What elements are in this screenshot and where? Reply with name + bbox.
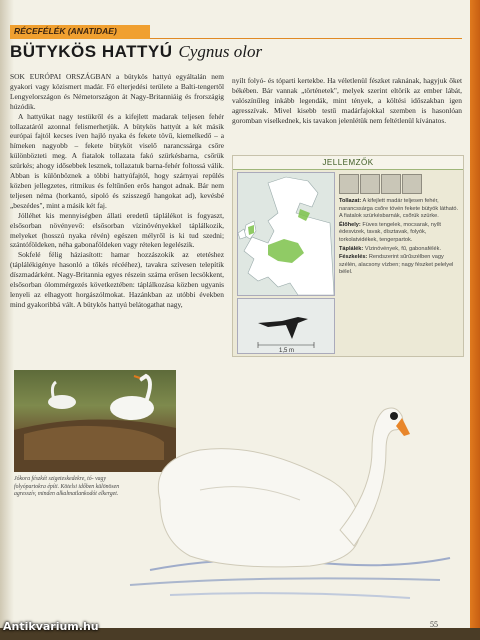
info-nesting: Fészkelés: Rendszerint sűrűszélben vagy szélén, alacsony vízben; nagy fészket pelelyel bélel.	[339, 254, 454, 276]
banner-rule	[150, 38, 462, 39]
habitat-icon-2	[360, 174, 380, 194]
section-label: RÉCEFÉLÉK (ANATIDAE)	[14, 26, 117, 36]
info-plumage: Tollazat: A kifejlett madár teljesen fehér, narancssárga csőre tövén fekete bütyök látható. A fiatalok szürkésbarnák, csőrük szürke.	[339, 198, 459, 220]
paragraph-4: Sokfelé félig háziasított: hamar hozzászokik az etetéshez (táplálékigénye hasonló a tőkés récééhez), tavakra szívesen telepítik díszmadárként. Nagy-Britannia egyes részein száma erősen lecsökkent, elsősorban ólommérgezés következtében: táplálkozása közben ugyanis lenyeli az elhagyott horgászólmokat. Hazánkban az utóbbi években mind gyakoribbá vált. A bütykös hattyú belátogathat nagy,	[10, 250, 224, 309]
title-hungarian: BÜTYKÖS HATTYÚ	[10, 42, 173, 61]
text-column-left	[10, 72, 224, 310]
range-map	[237, 172, 335, 296]
habitat-icon-3	[381, 174, 401, 194]
swan-illustration-icon	[110, 380, 470, 610]
section-banner	[10, 25, 150, 39]
europe-map-icon	[238, 173, 334, 295]
characteristics-box	[232, 155, 464, 357]
info-habitat: Élőhely: Füves tengelek, mocsarak, nyílt édesvizek, tavak, dísztavak, folyók, torkolatvidékek, tengerpartok.	[339, 221, 441, 243]
text-column-right	[232, 76, 462, 126]
characteristics-list	[339, 198, 459, 278]
swan-silhouette-icon	[238, 299, 334, 353]
page-title	[10, 42, 262, 62]
paragraph-3: Jólléhet kis mennyiségben állati eredetű táplálékot is fogyaszt, elsősorban növényevő: elsősorban vízinövényekkel táplálkozik, melyeket (hosszú nyaka révén) egészen mélyről is ki tud szedni; szántóföldeken, néha gabonaföldeken vagy réteken legelészik.	[10, 210, 224, 250]
page-number: 55	[430, 620, 438, 629]
swan-illustration	[110, 380, 470, 610]
habitat-icon-1	[339, 174, 359, 194]
title-latin: Cygnus olor	[178, 42, 263, 61]
paragraph-1: SOK EURÓPAI ORSZÁGBAN a bütykös hattyú egyáltalán nem gyakori vagy közismert madár. Fő elterjedési területe a Balti-tengertől Lengyelországon és Németországon át Nagy-Britanniáig és frországig húzódik.	[10, 72, 224, 111]
box-header	[233, 156, 463, 170]
flight-silhouette	[237, 298, 335, 354]
paragraph-5: nyílt folyó- és tóparti kertekbe. Ha véletlenül fészket raknának, hagyjuk őket békében. Bár vannak „történetek", melyek szerint eltörik az ember lábát, valószínűleg inkább legendák, mint tények, a költési időszakban igen agresszívak. Mivel kisebb testű madárfajokkal szemben is hasonlóan goromban viselkednek, kis tavakon jelenlétük nem feltétlenül kívánatos.	[232, 76, 462, 125]
paragraph-2: A hattyúkat nagy testükről és a kifejlett madarak teljesen fehér tollazatáról azonnal felismerhetjük. A bütykös hattyút a két másik európai fajtól kecses íven hajló nyaka és fekete tövű, kiemelkedő – a hímeken nagyobb – fekete bütyköt viselő narancssárga csőre különbözteti meg. A fiatalok tollazata fakó szürkésbarna, csőrük szürkés; ahogy idősebbek lesznek, tollazatuk barna-fehér foltossá válik. Abban is különböznek a többi hattyúfajtól, hogy szárnyai repülés közben jellegzetes, ritmikus és feltűnően erős hangot adnak. Bár nem teljesen néma (horkantó, sipoló és szisszegő hangokat ad), kevésbé „beszédes", mint a másik két faj.	[10, 111, 224, 210]
habitat-icon-4	[402, 174, 422, 194]
photo-caption: Jókora fészkét szigeteskedekre, tó- vagy folyópartokra építi. Kötelsi időben különösen agresszív, minden alkalmatlankodót elkerget.	[14, 476, 120, 498]
page-edge	[470, 0, 480, 640]
scale-label: 1,5 m	[279, 348, 295, 354]
box-title: JELLEMZŐK	[322, 158, 374, 167]
info-food: Táplálék: Vízinövények, fű, gabonafélék.	[339, 245, 442, 252]
watermark: Antikvarium.hu	[3, 620, 99, 633]
